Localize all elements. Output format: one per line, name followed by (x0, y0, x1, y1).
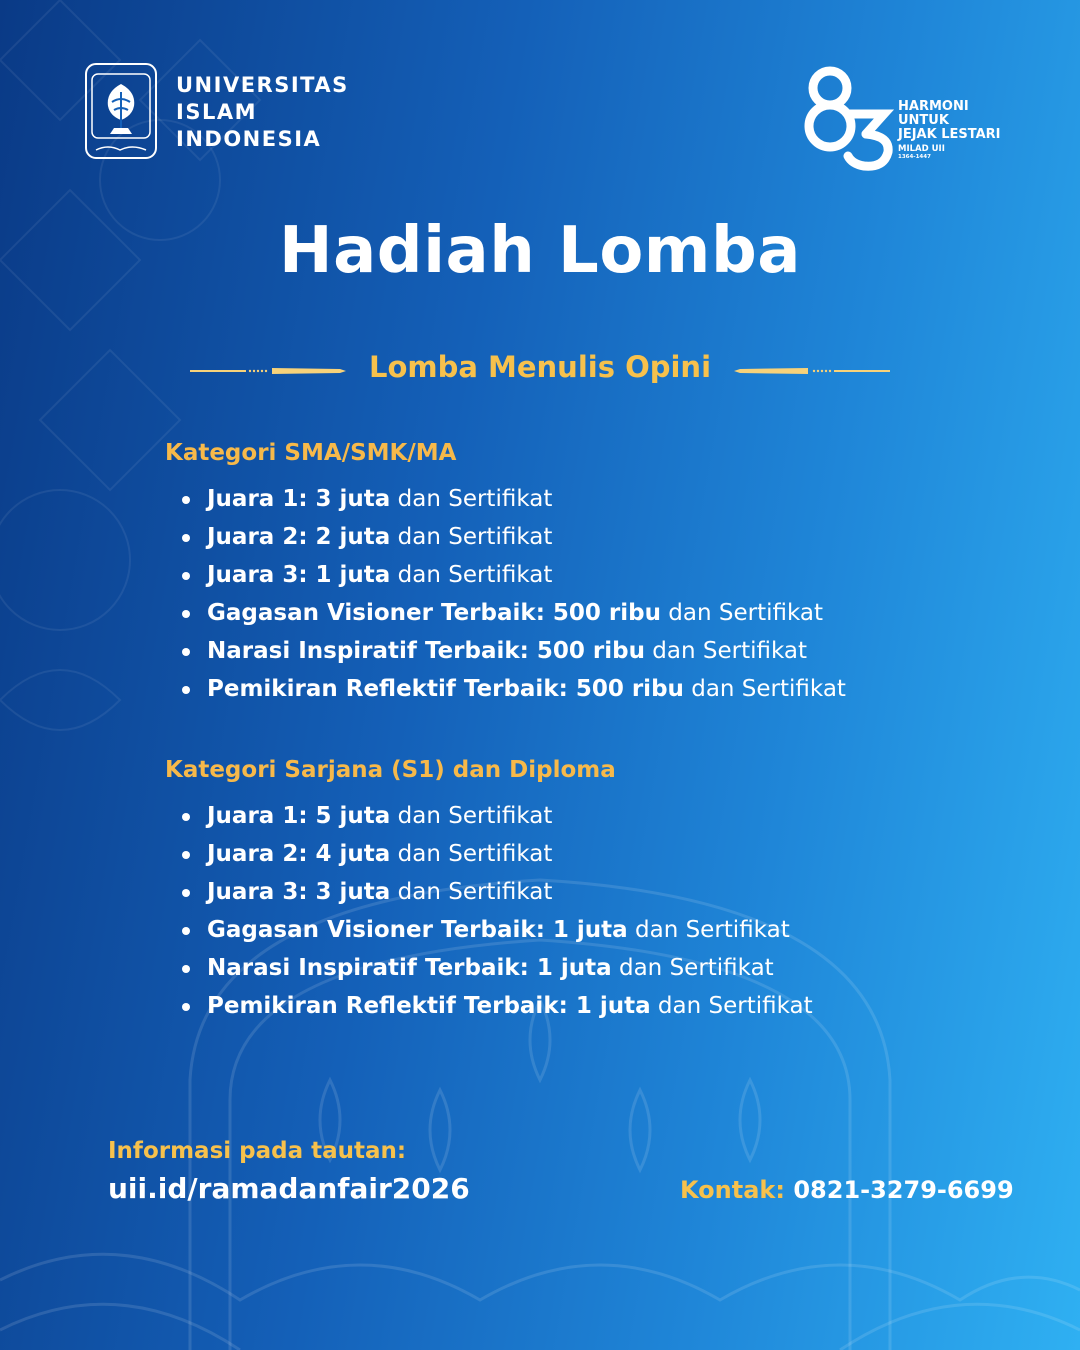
prize-title: Pemikiran Reflektif Terbaik: 500 ribu (207, 676, 684, 702)
prize-title: Gagasan Visioner Terbaik: 1 juta (207, 917, 628, 943)
prize-extra: dan Sertifikat (627, 917, 790, 943)
prize-item (165, 480, 846, 518)
prize-extra: dan Sertifikat (390, 879, 553, 905)
prize-title: Narasi Inspiratif Terbaik: 500 ribu (207, 638, 645, 664)
prize-extra: dan Sertifikat (644, 638, 807, 664)
prize-extra: dan Sertifikat (683, 676, 846, 702)
prize-extra: dan Sertifikat (390, 562, 553, 588)
category-heading: Kategori SMA/SMK/MA (165, 440, 457, 466)
milad-tagline-line: HARMONI (898, 99, 969, 114)
prize-item (165, 594, 846, 632)
milad-tagline-line: JEJAK LESTARI (898, 127, 1001, 142)
prize-title: Juara 3: 3 juta (207, 879, 391, 905)
prize-extra: dan Sertifikat (650, 993, 813, 1019)
prize-extra: dan Sertifikat (611, 955, 774, 981)
subtitle-row (190, 350, 890, 390)
prize-item (165, 987, 813, 1025)
prize-item (165, 911, 813, 949)
prize-item (165, 670, 846, 708)
prize-item (165, 518, 846, 556)
prize-extra: dan Sertifikat (660, 600, 824, 626)
prize-title: Juara 3: 1 juta (207, 562, 391, 588)
category-heading: Kategori Sarjana (S1) dan Diploma (165, 757, 616, 783)
prize-extra: dan Sertifikat (390, 486, 553, 512)
prize-title: Gagasan Visioner Terbaik: 500 ribu (207, 600, 661, 626)
prize-item (165, 632, 846, 670)
page-title: Hadiah Lomba (279, 214, 801, 288)
prize-title: Pemikiran Reflektif Terbaik: 1 juta (207, 993, 651, 1019)
category-section (165, 440, 846, 708)
subtitle: Lomba Menulis Opini (368, 350, 712, 384)
prize-title: Juara 2: 4 juta (207, 841, 391, 867)
prize-list (165, 480, 846, 708)
prize-title: Juara 1: 5 juta (207, 803, 391, 829)
contact-label: Kontak: (680, 1176, 785, 1204)
contact-number[interactable]: 0821-3279-6699 (784, 1176, 1014, 1204)
uii-name-line: ISLAM (176, 100, 257, 124)
milad-tagline-line: UNTUK (898, 113, 949, 128)
uii-name-line: INDONESIA (176, 127, 322, 151)
prize-extra: dan Sertifikat (390, 841, 553, 867)
milad-label: MILAD UII (898, 144, 945, 154)
uii-name-line: UNIVERSITAS (176, 73, 349, 97)
milad-83-icon (804, 64, 896, 172)
info-link[interactable]: uii.id/ramadanfair2026 (108, 1172, 470, 1205)
ornament-right-icon (734, 367, 890, 375)
uii-name (176, 72, 349, 153)
category-section (165, 757, 813, 1025)
prize-item (165, 797, 813, 835)
milad-years: 1364-1447 (898, 154, 931, 160)
prize-title: Juara 2: 2 juta (207, 524, 391, 550)
info-label: Informasi pada tautan: (108, 1138, 407, 1164)
prize-item (165, 835, 813, 873)
prize-title: Narasi Inspiratif Terbaik: 1 juta (207, 955, 612, 981)
prize-title: Juara 1: 3 juta (207, 486, 391, 512)
uii-emblem-icon (84, 62, 158, 162)
contact (680, 1176, 1014, 1204)
prize-extra: dan Sertifikat (390, 524, 553, 550)
milad-logo (804, 64, 1014, 174)
prize-item (165, 873, 813, 911)
prize-item (165, 949, 813, 987)
uii-logo (84, 62, 374, 162)
milad-tagline (898, 100, 1001, 161)
prize-extra: dan Sertifikat (390, 803, 553, 829)
prize-list (165, 797, 813, 1025)
prize-item (165, 556, 846, 594)
